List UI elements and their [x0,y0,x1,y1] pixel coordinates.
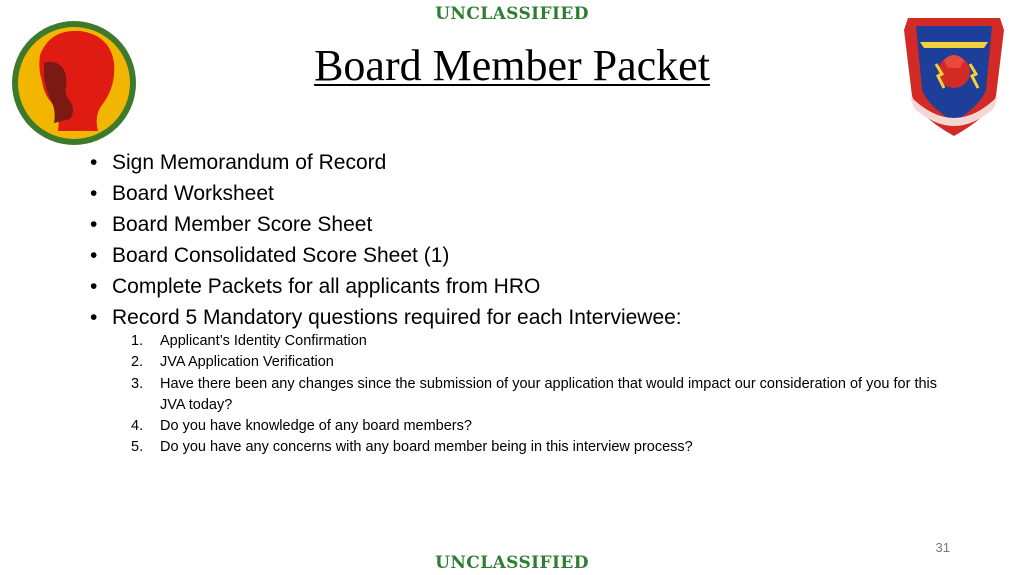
bullet-icon: • [90,275,98,298]
bullet-icon: • [90,213,98,236]
question-number: 2. [131,354,144,371]
question-number: 1. [131,333,144,349]
classification-header: UNCLASSIFIED [435,4,589,24]
list-item-label: Board Member Score Sheet [112,213,373,236]
bullet-icon: • [90,244,98,267]
question-list [131,331,951,459]
question-number: 5. [131,439,144,456]
classification-footer: UNCLASSIFIED [435,553,589,573]
list-item [90,209,970,240]
list-item [90,178,970,209]
question-text: Applicant’s Identity Confirmation [160,333,367,349]
question-text: Do you have any concerns with any board member being in this interview process? [160,439,693,456]
question-item [131,352,951,373]
question-item [131,437,951,458]
list-item [90,302,970,333]
question-text: Do you have knowledge of any board members? [160,418,472,435]
list-item-label: Board Worksheet [112,182,274,205]
bullet-icon: • [90,182,98,205]
question-number: 3. [131,375,144,392]
bullet-list [90,147,970,333]
list-item-label: Board Consolidated Score Sheet (1) [112,244,450,267]
list-item-label: Sign Memorandum of Record [112,151,387,174]
question-item [131,374,951,417]
list-item [90,240,970,271]
list-item-label: Record 5 Mandatory questions required for each Interviewee: [112,306,682,329]
list-item [90,147,970,178]
question-number: 4. [131,418,144,435]
bullet-icon: • [90,306,98,329]
list-item [90,271,970,302]
question-text: JVA Application Verification [160,354,334,371]
page-number: 31 [935,540,950,555]
question-text: Have there been any changes since the submission of your application that would impact our consideration of you for this JVA today? [160,375,938,413]
bullet-icon: • [90,151,98,174]
page-title: Board Member Packet [314,41,710,90]
question-item [131,416,951,437]
list-item-label: Complete Packets for all applicants from HRO [112,275,541,298]
question-item [131,331,951,352]
